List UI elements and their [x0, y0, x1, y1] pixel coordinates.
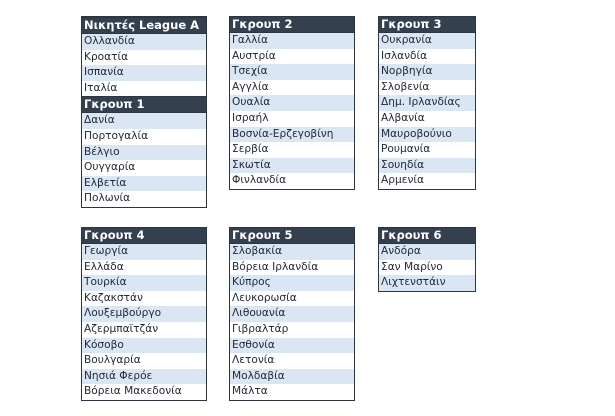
group-header: Γκρουπ 5 [230, 228, 354, 244]
group-box-winners-and-group-1 [81, 16, 207, 208]
team-row: Ισραήλ [230, 111, 354, 127]
team-row: Αγγλία [230, 80, 354, 96]
group-header: Γκρουπ 3 [379, 17, 475, 33]
team-row: Αρμενία [379, 173, 475, 189]
team-row: Βουλγαρία [82, 353, 206, 369]
team-row: Τουρκία [82, 275, 206, 291]
team-row: Σουηδία [379, 158, 475, 174]
group-header: Γκρουπ 4 [82, 228, 206, 244]
team-row: Δημ. Ιρλανδίας [379, 95, 475, 111]
group-winners-league-a [82, 17, 206, 96]
team-row: Νησιά Φερόε [82, 369, 206, 385]
group-3 [378, 16, 476, 190]
team-row: Γαλλία [230, 33, 354, 49]
team-row: Λουξεμβούργο [82, 306, 206, 322]
team-row: Εσθονία [230, 338, 354, 354]
team-row: Καζακστάν [82, 291, 206, 307]
team-row: Μάλτα [230, 384, 354, 400]
team-row: Δανία [82, 113, 206, 129]
team-row: Βέλγιο [82, 145, 206, 161]
team-row: Ουκρανία [379, 33, 475, 49]
group-header: Νικητές League A [82, 17, 206, 34]
team-row: Λιθουανία [230, 306, 354, 322]
group-1 [82, 96, 206, 207]
team-row: Ουγγαρία [82, 160, 206, 176]
team-row: Ελλάδα [82, 260, 206, 276]
team-row: Ισπανία [82, 65, 206, 81]
group-6 [378, 227, 476, 292]
team-row: Γεωργία [82, 244, 206, 260]
team-row: Βοσνία-Ερζεγοβίνη [230, 127, 354, 143]
team-row: Τσεχία [230, 64, 354, 80]
team-row: Μαυροβούνιο [379, 127, 475, 143]
team-row: Αζερμπαϊτζάν [82, 322, 206, 338]
team-row: Μολδαβία [230, 369, 354, 385]
team-row: Αλβανία [379, 111, 475, 127]
team-row: Νορβηγία [379, 64, 475, 80]
group-header: Γκρουπ 2 [230, 17, 354, 33]
team-row: Ουαλία [230, 95, 354, 111]
team-row: Πολωνία [82, 191, 206, 207]
team-row: Γιβραλτάρ [230, 322, 354, 338]
team-row: Ολλανδία [82, 34, 206, 50]
team-row: Κόσοβο [82, 338, 206, 354]
team-row: Λετονία [230, 353, 354, 369]
team-row: Ισλανδία [379, 49, 475, 65]
team-row: Λευκορωσία [230, 291, 354, 307]
group-4 [81, 227, 207, 401]
team-row: Σλοβακία [230, 244, 354, 260]
team-row: Φινλανδία [230, 173, 354, 189]
team-row: Κροατία [82, 50, 206, 66]
group-2 [229, 16, 355, 190]
team-row: Λιχτενστάιν [379, 275, 475, 291]
team-row: Ελβετία [82, 176, 206, 192]
group-5 [229, 227, 355, 401]
team-row: Σκωτία [230, 158, 354, 174]
group-header: Γκρουπ 1 [82, 96, 206, 113]
team-row: Κύπρος [230, 275, 354, 291]
team-row: Σλοβενία [379, 80, 475, 96]
team-row: Αυστρία [230, 49, 354, 65]
team-row: Πορτογαλία [82, 129, 206, 145]
group-header: Γκρουπ 6 [379, 228, 475, 244]
team-row: Βόρεια Ιρλανδία [230, 260, 354, 276]
team-row: Ανδόρα [379, 244, 475, 260]
team-row: Σαν Μαρίνο [379, 260, 475, 276]
team-row: Βόρεια Μακεδονία [82, 384, 206, 400]
team-row: Ρουμανία [379, 142, 475, 158]
team-row: Ιταλία [82, 81, 206, 97]
team-row: Σερβία [230, 142, 354, 158]
